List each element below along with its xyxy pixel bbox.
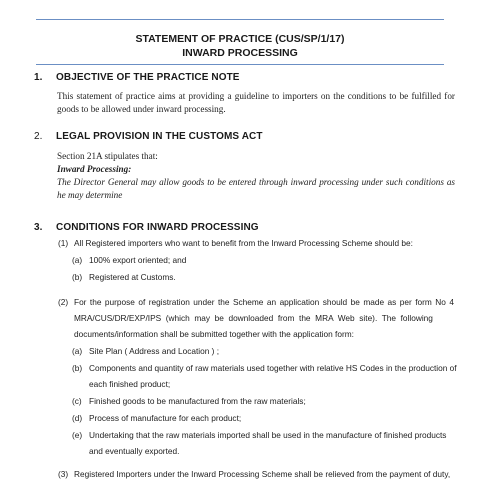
list-item-marker: (3) (58, 469, 69, 479)
section-1-body (57, 90, 455, 116)
top-rule (36, 19, 444, 20)
section-number: 1. (34, 72, 43, 83)
section-number: 2. (34, 131, 43, 142)
document-title: STATEMENT OF PRACTICE (CUS/SP/1/17) (135, 33, 345, 45)
list-item-text: Registered Importers under the Inward Processing Scheme shall be relieved from the payment of duty, (74, 469, 451, 479)
section-number: 3. (34, 222, 43, 233)
sub-item-text: Undertaking that the raw materials imported shall be used in the manufacture of finished products (89, 430, 447, 440)
provision-quote-line: he may determine (57, 190, 123, 200)
bottom-rule (36, 64, 444, 65)
sub-item-marker: (d) (72, 413, 83, 423)
sub-item-text: 100% export oriented; and (89, 255, 187, 265)
section-intro: Section 21A stipulates that: (57, 151, 158, 161)
list-item-text: documents/information shall be submitted together with the application form: (74, 329, 354, 339)
body-line: goods to be allowed under inward processing. (57, 104, 226, 114)
sub-item-text: Registered at Customs. (89, 272, 176, 282)
list-item-text: All Registered importers who want to benefit from the Inward Processing Scheme should be: (74, 238, 413, 248)
sub-item-text: Site Plan ( Address and Location ) ; (89, 346, 220, 356)
list-item-text: For the purpose of registration under the Scheme an application should be made as per form No 4 (74, 297, 454, 307)
sub-item-text: Finished goods to be manufactured from the raw materials; (89, 396, 306, 406)
sub-item-marker: (a) (72, 346, 83, 356)
list-item-text: MRA/CUS/DR/EXP/IPS (which may be downloaded from the MRA Web site). The following (74, 313, 433, 323)
section-3-heading (34, 222, 259, 233)
list-item-marker: (1) (58, 238, 69, 248)
document-subtitle: INWARD PROCESSING (182, 47, 298, 59)
section-1-heading (34, 72, 240, 83)
sub-item-marker: (c) (72, 396, 82, 406)
sub-item-text: and eventually exported. (89, 446, 180, 456)
sub-item-text: Process of manufacture for each product; (89, 413, 242, 423)
sub-item-marker: (b) (72, 272, 83, 282)
section-title: CONDITIONS FOR INWARD PROCESSING (56, 222, 259, 233)
provision-subheading: Inward Processing: (57, 164, 132, 174)
section-title: LEGAL PROVISION IN THE CUSTOMS ACT (56, 131, 263, 142)
section-title: OBJECTIVE OF THE PRACTICE NOTE (56, 72, 240, 83)
section-2-heading (34, 131, 263, 142)
list-item-marker: (2) (58, 297, 69, 307)
sub-item-marker: (e) (72, 430, 83, 440)
body-line: This statement of practice aims at providing a guideline to importers on the conditions to be fulfilled for (57, 91, 455, 101)
sub-item-text: Components and quantity of raw materials used together with relative HS Codes in the production of (89, 363, 457, 373)
provision-quote-line: The Director General may allow goods to be entered through inward processing under such conditions as (57, 177, 455, 187)
sub-item-text: each finished product; (89, 379, 171, 389)
section-2-body (57, 150, 455, 202)
sub-item-marker: (b) (72, 363, 83, 373)
sub-item-marker: (a) (72, 255, 83, 265)
